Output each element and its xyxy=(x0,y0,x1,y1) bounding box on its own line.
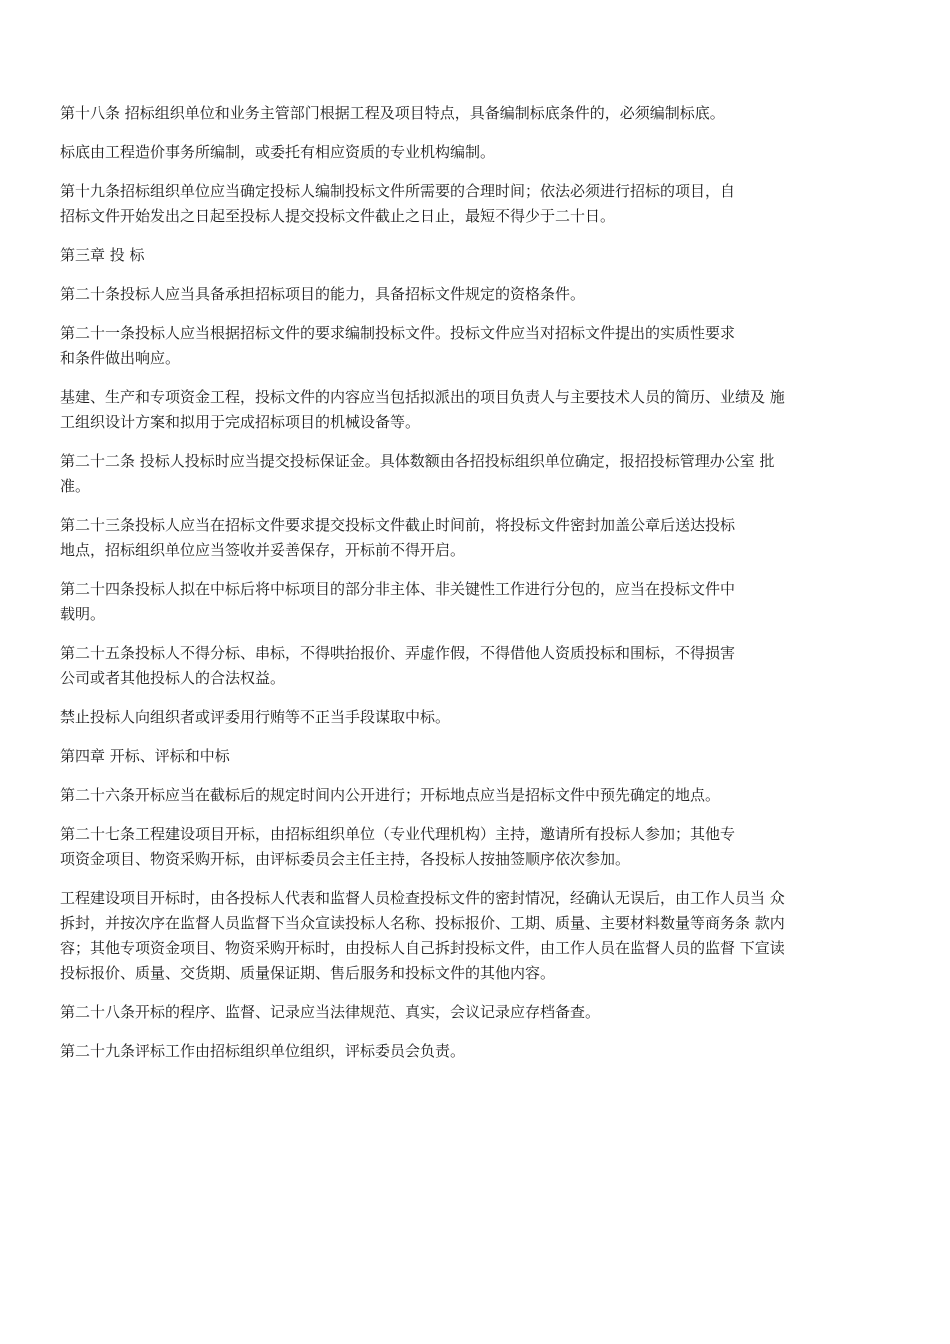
paragraph-article-28 xyxy=(60,1000,905,1025)
text-line: 第二十九条评标工作由招标组织单位组织，评标委员会负责。 xyxy=(60,1042,466,1060)
text-line: 工组织设计方案和拟用于完成招标项目的机械设备等。 xyxy=(60,413,421,431)
paragraph-opening-procedure xyxy=(60,886,905,986)
paragraph-article-27 xyxy=(60,822,905,872)
paragraph-article-24 xyxy=(60,577,905,627)
paragraph-article-22 xyxy=(60,449,905,499)
text-line: 容；其他专项资金项目、物资采购开标时，由投标人自己拆封投标文件，由工作人员在监督人员的监督 下宣读 xyxy=(60,939,785,957)
text-line: 第二十一条投标人应当根据招标文件的要求编制投标文件。投标文件应当对招标文件提出的实质性要求 xyxy=(60,324,736,342)
chapter-heading-4 xyxy=(60,744,905,769)
document-body xyxy=(60,101,905,1078)
text-line: 第十八条 招标组织单位和业务主管部门根据工程及项目特点，具备编制标底条件的，必须编制标底。 xyxy=(60,104,725,122)
paragraph-article-26 xyxy=(60,783,905,808)
paragraph-article-21 xyxy=(60,321,905,371)
text-line: 准。 xyxy=(60,477,91,495)
paragraph-bid-contents xyxy=(60,385,905,435)
text-line: 第二十三条投标人应当在招标文件要求提交投标文件截止时间前，将投标文件密封加盖公章后送达投标 xyxy=(60,516,736,534)
text-line: 和条件做出响应。 xyxy=(60,349,181,367)
text-line: 招标文件开始发出之日起至投标人提交投标文件截止之日止，最短不得少于二十日。 xyxy=(60,207,616,225)
text-line: 第四章 开标、评标和中标 xyxy=(60,747,230,765)
chapter-heading-3 xyxy=(60,243,905,268)
text-line: 基建、生产和专项资金工程，投标文件的内容应当包括拟派出的项目负责人与主要技术人员的简历、业绩及 施 xyxy=(60,388,785,406)
text-line: 工程建设项目开标时，由各投标人代表和监督人员检查投标文件的密封情况，经确认无误后，由工作人员当 众 xyxy=(60,889,785,907)
text-line: 投标报价、质量、交货期、质量保证期、售后服务和投标文件的其他内容。 xyxy=(60,964,556,982)
text-line: 第二十六条开标应当在截标后的规定时间内公开进行；开标地点应当是招标文件中预先确定的地点。 xyxy=(60,786,721,804)
text-line: 地点，招标组织单位应当签收并妥善保存，开标前不得开启。 xyxy=(60,541,466,559)
text-line: 第三章 投 标 xyxy=(60,246,145,264)
paragraph-article-18 xyxy=(60,101,905,126)
paragraph-article-25 xyxy=(60,641,905,691)
paragraph-article-29 xyxy=(60,1039,905,1064)
paragraph-article-19 xyxy=(60,179,905,229)
text-line: 第二十条投标人应当具备承担招标项目的能力，具备招标文件规定的资格条件。 xyxy=(60,285,586,303)
text-line: 项资金项目、物资采购开标，由评标委员会主任主持，各投标人按抽签顺序依次参加。 xyxy=(60,850,631,868)
text-line: 拆封，并按次序在监督人员监督下当众宣读投标人名称、投标报价、工期、质量、主要材料数量等商务条 款内 xyxy=(60,914,785,932)
text-line: 第二十五条投标人不得分标、串标，不得哄抬报价、弄虚作假，不得借他人资质投标和围标，不得损害 xyxy=(60,644,736,662)
text-line: 公司或者其他投标人的合法权益。 xyxy=(60,669,286,687)
text-line: 第二十八条开标的程序、监督、记录应当法律规范、真实，会议记录应存档备查。 xyxy=(60,1003,601,1021)
text-line: 第二十四条投标人拟在中标后将中标项目的部分非主体、非关键性工作进行分包的，应当在投标文件中 xyxy=(60,580,736,598)
paragraph-article-20 xyxy=(60,282,905,307)
text-line: 第十九条招标组织单位应当确定投标人编制投标文件所需要的合理时间；依法必须进行招标的项目，自 xyxy=(60,182,736,200)
text-line: 禁止投标人向组织者或评委用行贿等不正当手段谋取中标。 xyxy=(60,708,451,726)
text-line: 第二十七条工程建设项目开标，由招标组织单位（专业代理机构）主持，邀请所有投标人参加；其他专 xyxy=(60,825,736,843)
text-line: 载明。 xyxy=(60,605,106,623)
text-line: 标底由工程造价事务所编制，或委托有相应资质的专业机构编制。 xyxy=(60,143,496,161)
paragraph-article-23 xyxy=(60,513,905,563)
text-line: 第二十二条 投标人投标时应当提交投标保证金。具体数额由各招投标组织单位确定，报招投标管理办公室 批 xyxy=(60,452,775,470)
paragraph-base-price xyxy=(60,140,905,165)
paragraph-bribery-prohibition xyxy=(60,705,905,730)
